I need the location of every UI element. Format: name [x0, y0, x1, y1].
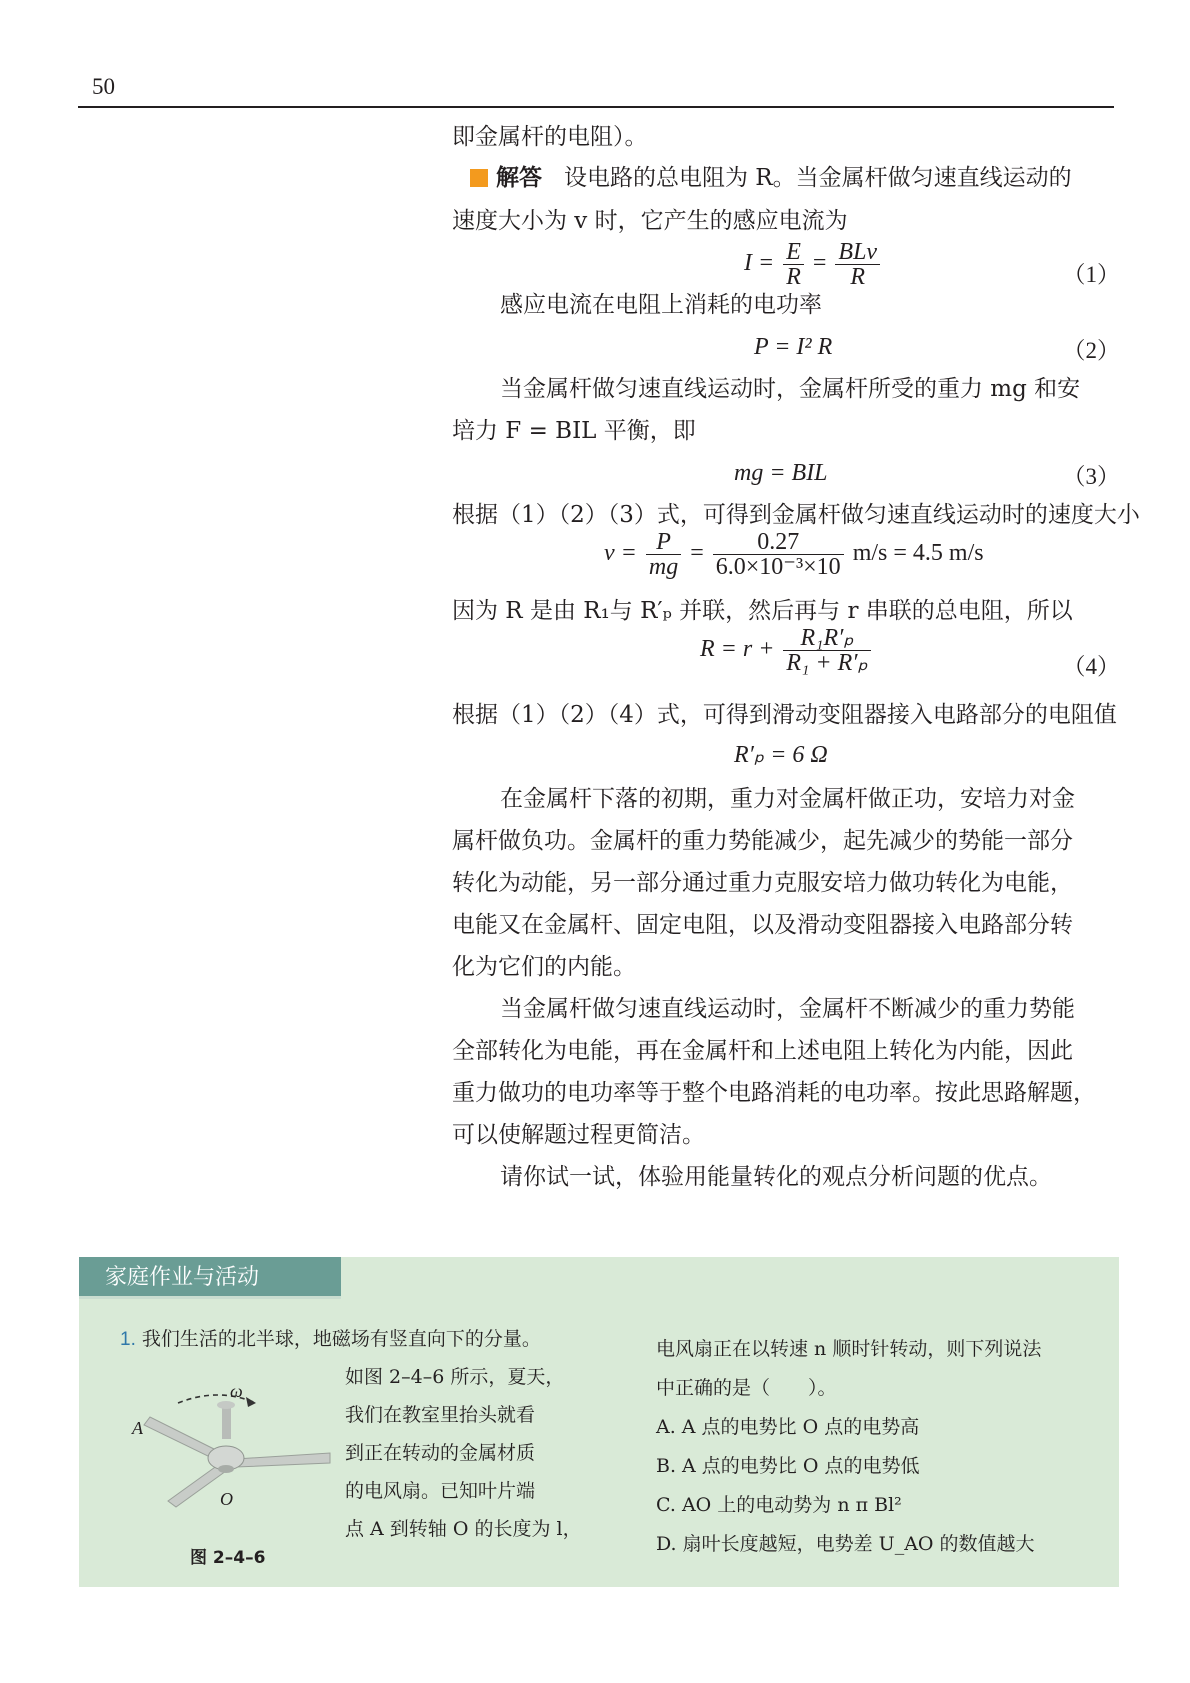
page-number: 50 [92, 74, 115, 99]
paragraph-1-line-1: 在金属杆下落的初期，重力对金属杆做正功，安培力对金 [500, 786, 1075, 812]
text-line: 设电路的总电阻为 R。当金属杆做匀速直线运动的 [563, 165, 1072, 191]
equation-5: R′ₚ = 6 Ω [734, 742, 828, 768]
header-rule [78, 106, 1114, 108]
activity-title: 家庭作业与活动 [79, 1257, 341, 1299]
eqv-f2-num: 0.27 [713, 530, 844, 555]
eq1-f1-den: R [786, 264, 801, 290]
eqv-rhs: m/s = 4.5 m/s [852, 540, 984, 567]
eqv-lhs: v = [604, 540, 637, 567]
eqv-fraction-1 [646, 530, 681, 579]
equation-3: mg = BIL [734, 460, 828, 486]
question-number: 1. [120, 1329, 136, 1350]
eq4-fraction [783, 626, 870, 675]
text-line: 根据（1）（2）（4）式，可得到滑动变阻器接入电路部分的电阻值 [452, 702, 1117, 728]
eq1-fraction-2 [835, 240, 880, 289]
fan-hub [218, 1465, 234, 1473]
paragraph-1-line-2: 属杆做负功。金属杆的重力势能减少，起先减少的势能一部分 [452, 828, 1073, 854]
paragraph-1-line-5: 化为它们的内能。 [452, 954, 636, 980]
text-line: 因为 R 是由 R₁与 R′ₚ 并联，然后再与 r 串联的总电阻，所以 [452, 598, 1073, 624]
eq1-fraction-1 [783, 240, 804, 289]
equation-velocity [604, 530, 984, 579]
equation-number-2: （2） [1062, 338, 1120, 363]
eq4-den: R₁ + R′ₚ [786, 650, 868, 676]
question-1-line-1 [120, 1326, 541, 1353]
text-line: 速度大小为 v 时，它产生的感应电流为 [452, 208, 848, 234]
paragraph-2-line-3: 重力做功的电功率等于整个电路消耗的电功率。按此思路解题， [452, 1080, 1096, 1106]
eq1-f2-num: BLv [835, 240, 880, 265]
answer-marker-icon [470, 169, 488, 187]
paragraph-2-line-4: 可以使解题过程更简洁。 [452, 1122, 705, 1148]
question-1-line-4: 到正在转动的金属材质 [345, 1442, 536, 1464]
option-a: A. A 点的电势比 O 点的电势高 [656, 1416, 920, 1438]
paragraph-2-line-1: 当金属杆做匀速直线运动时，金属杆不断减少的重力势能 [500, 996, 1075, 1022]
question-1-col2-line-2: 中正确的是（ ）。 [656, 1377, 837, 1399]
text-line: 即金属杆的电阻）。 [452, 124, 648, 150]
eqv-eq: = [690, 540, 704, 567]
equation-number-3: （3） [1062, 464, 1120, 489]
paragraph-1-line-4: 电能又在金属杆、固定电阻，以及滑动变阻器接入电路部分转 [452, 912, 1073, 938]
arrow-head-icon [246, 1397, 256, 1407]
answer-label: 解答 [496, 165, 542, 191]
paragraph-3: 请你试一试，体验用能量转化的观点分析问题的优点。 [500, 1164, 1052, 1190]
option-b: B. A 点的电势比 O 点的电势低 [656, 1455, 920, 1477]
label-omega: ω [230, 1383, 243, 1401]
eq1-lhs: I = [744, 250, 775, 277]
fan-mount [217, 1401, 235, 1409]
text-line: 当金属杆做匀速直线运动时，金属杆所受的重力 mg 和安 [500, 376, 1081, 402]
label-A: A [132, 1418, 143, 1438]
paragraph-1-line-3: 转化为动能，另一部分通过重力克服安培力做功转化为电能， [452, 870, 1073, 896]
rotation-arrow-icon [178, 1395, 256, 1403]
fan-rod [222, 1405, 231, 1439]
eq1-f1-num: E [783, 240, 804, 265]
option-d: D. 扇叶长度越短，电势差 U_AO 的数值越大 [656, 1533, 1035, 1555]
eq4-lhs: R = r + [700, 636, 775, 663]
question-1-line-2: 如图 2–4–6 所示，夏天， [345, 1366, 565, 1388]
eqv-f1-num: P [646, 530, 681, 555]
eq1-f2-den: R [850, 264, 866, 290]
label-O: O [220, 1489, 233, 1509]
equation-number-1: （1） [1062, 262, 1120, 287]
eqv-fraction-2 [713, 530, 844, 579]
eq1-eq: = [812, 250, 827, 277]
eqv-f2-den: 6.0×10⁻³×10 [715, 554, 841, 580]
text-line: 根据（1）（2）（3）式，可得到金属杆做匀速直线运动时的速度大小 [452, 502, 1140, 528]
paragraph-2-line-2: 全部转化为电能，再在金属杆和上述电阻上转化为内能，因此 [452, 1038, 1073, 1064]
question-1-line-6: 点 A 到转轴 O 的长度为 l， [345, 1518, 582, 1540]
text-line: 感应电流在电阻上消耗的电功率 [500, 292, 822, 318]
question-text: 我们生活的北半球，地磁场有竖直向下的分量。 [141, 1328, 541, 1350]
eqv-f1-den: mg [648, 554, 679, 580]
equation-2: P = I² R [754, 334, 833, 360]
fan-blade [144, 1417, 218, 1459]
answer-line [470, 163, 1072, 193]
option-c: C. AO 上的电动势为 n π Bl² [656, 1494, 902, 1516]
equation-1 [744, 240, 883, 289]
equation-number-4: （4） [1062, 654, 1120, 679]
equation-4 [700, 626, 874, 675]
question-1-line-5: 的电风扇。已知叶片端 [345, 1480, 536, 1502]
text-line: 培力 F = BIL 平衡，即 [452, 418, 696, 444]
figure-caption: 图 2–4–6 [190, 1548, 266, 1568]
eq4-num: R₁R′ₚ [783, 626, 870, 651]
fan-blade [168, 1465, 226, 1507]
ceiling-fan-figure [118, 1383, 338, 1523]
question-1-col2-line-1: 电风扇正在以转速 n 顺时针转动，则下列说法 [656, 1338, 1042, 1360]
question-1-line-3: 我们在教室里抬头就看 [345, 1404, 536, 1426]
fan-blade [236, 1453, 330, 1467]
